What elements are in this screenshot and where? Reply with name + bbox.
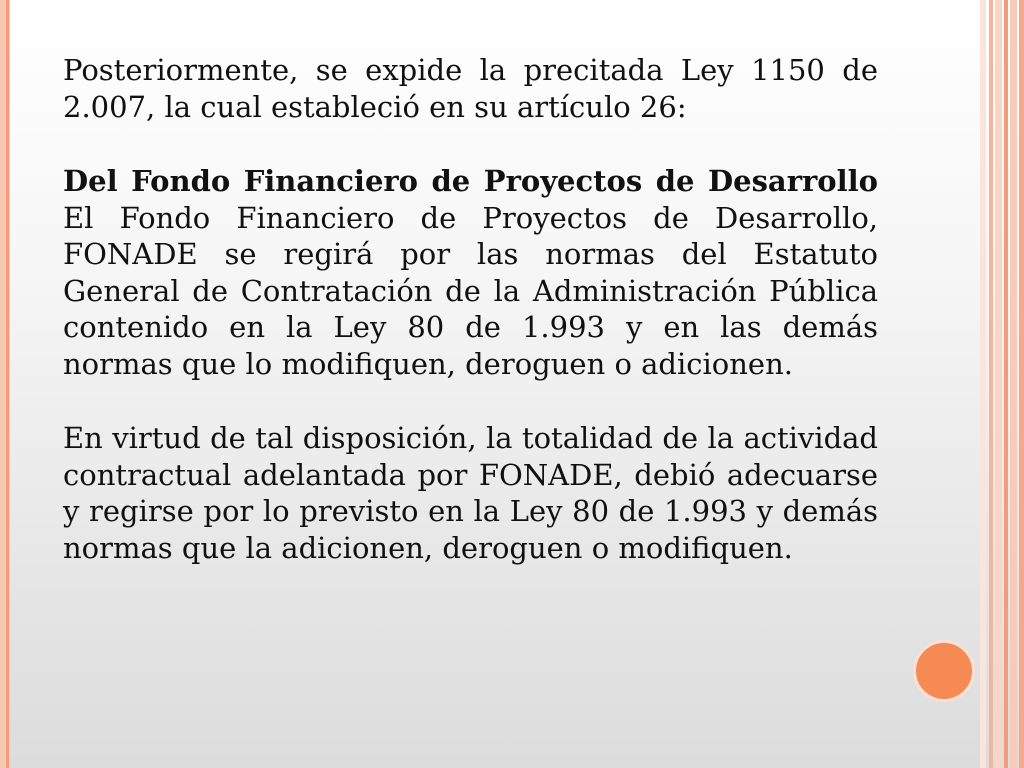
slide-body	[63, 52, 878, 604]
article-text: El Fondo Financiero de Proyectos de Desarrollo, FONADE se regirá por las normas del Estatuto General de Contratación de la Administración Pública contenido en la Ley 80 de 1.993 y en las demás normas que lo modifiquen, deroguen o adicionen.	[63, 200, 878, 381]
stripe	[995, 0, 1002, 768]
stripe	[980, 0, 986, 768]
left-decorative-border	[0, 0, 10, 768]
accent-circle-icon	[913, 640, 975, 702]
right-decorative-stripes	[980, 0, 1024, 768]
paragraph-article-26	[63, 163, 878, 382]
stripe	[1019, 0, 1024, 768]
stripe	[989, 0, 993, 768]
paragraph-conclusion: En virtud de tal disposición, la totalidad de la actividad contractual adelantada por FONADE, debió adecuarse y regirse por lo previsto en la Ley 80 de 1.993 y demás normas que la adicionen, deroguen o modifiquen.	[63, 421, 878, 565]
stripe	[1010, 0, 1017, 768]
stripe	[1004, 0, 1008, 768]
paragraph-intro: Posteriormente, se expide la precitada Ley 1150 de 2.007, la cual estableció en su artículo 26:	[63, 53, 878, 124]
article-heading: Del Fondo Financiero de Proyectos de Desarrollo	[63, 164, 878, 198]
